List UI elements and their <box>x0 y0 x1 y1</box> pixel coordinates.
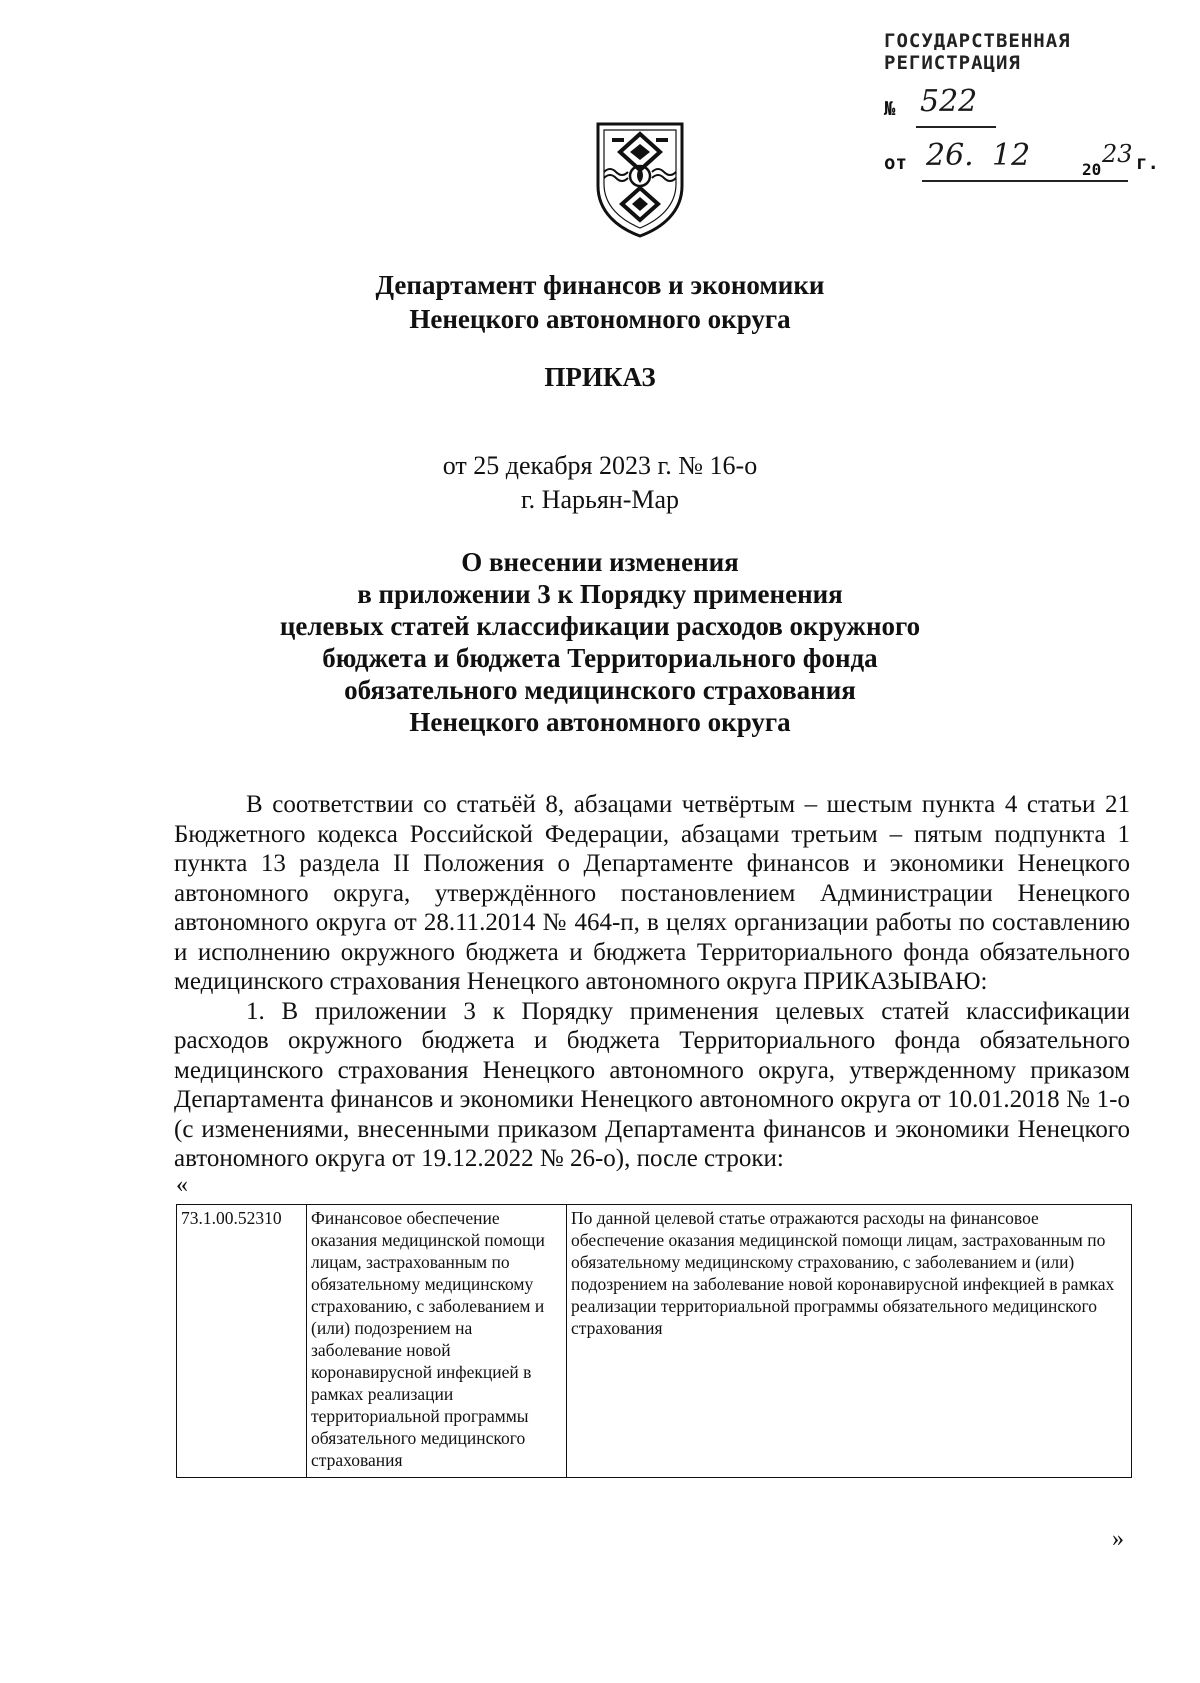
stamp-date-underline <box>922 180 1128 182</box>
subject-line-2: в приложении 3 к Порядку применения <box>357 579 843 609</box>
subject-line-5: обязательного медицинского страхования <box>344 675 856 705</box>
table-row <box>177 1205 1132 1478</box>
table-cell-name: Финансовое обеспечение оказания медицинской помощи лицам, застрахованным по обязательному медицинскому страхованию, с заболеванием и (или) подозрением на заболевание новой коронавирусной инфекцией в рамках реализации территориальной программы обязательного медицинского страхования <box>307 1205 567 1478</box>
subject-line-4: бюджета и бюджета Территориального фонда <box>322 643 878 673</box>
document-city: г. Нарьян-Мар <box>520 485 680 514</box>
subject-line-3: целевых статей классификации расходов окружного <box>279 611 921 641</box>
department-name-line2: Ненецкого автономного округа <box>409 304 791 334</box>
registration-stamp <box>884 30 1184 182</box>
stamp-date-year-suffix: 23 <box>1102 140 1133 168</box>
stamp-date-label: от <box>884 152 907 174</box>
stamp-number-value: 522 <box>920 84 978 119</box>
stamp-number-underline <box>916 126 996 128</box>
close-quote: » <box>1112 1526 1124 1552</box>
subject-line-1: О внесении изменения <box>461 547 739 577</box>
coat-of-arms-emblem <box>590 120 690 240</box>
document-date-number: от 25 декабря 2023 г. № 16-о <box>442 451 758 480</box>
body-text <box>174 790 1130 1174</box>
stamp-date-month: 12 <box>992 138 1031 173</box>
table-cell-code: 73.1.00.52310 <box>177 1205 307 1478</box>
open-quote: « <box>176 1172 188 1198</box>
subject-line-6: Ненецкого автономного округа <box>409 707 791 737</box>
stamp-date-year-prefix: 20 <box>1082 160 1102 179</box>
target-articles-table <box>176 1204 1132 1478</box>
stamp-number-label: № <box>884 98 896 120</box>
preamble-paragraph: В соответствии со статьёй 8, абзацами четвёртым – шестым пункта 4 статьи 21 Бюджетного кодекса Российской Федерации, абзацами третьим – пятым подпункта 1 пункта 13 раздела II Положения о Департаменте финансов и экономики Ненецкого автономного округа, утверждённого постановлением Администрации Ненецкого автономного округа от 28.11.2014 № 464-п, в целях организации работы по составлению и исполнению окружного бюджета и бюджета Территориального фонда обязательного медицинского страхования Ненецкого автономного округа ПРИКАЗЫВАЮ: <box>174 791 1130 995</box>
table-cell-description: По данной целевой статье отражаются расходы на финансовое обеспечение оказания медицинской помощи лицам, застрахованным по обязательному медицинскому страхованию, с заболеванием и (или) подозрением на заболевание новой коронавирусной инфекцией в рамках реализации территориальной программы обязательного медицинского страхования <box>567 1205 1132 1478</box>
stamp-date-row <box>884 138 1184 182</box>
stamp-date-day: 26. <box>926 138 974 173</box>
stamp-number-row <box>884 84 1184 128</box>
stamp-header: ГОСУДАРСТВЕННАЯ РЕГИСТРАЦИЯ <box>884 30 1071 74</box>
department-name-line1: Департамент финансов и экономики <box>375 270 825 300</box>
item-1-paragraph: 1. В приложении 3 к Порядку применения целевых статей классификации расходов окружного бюджета и бюджета Территориального фонда обязательного медицинского страхования Ненецкого автономного округа, утвержденному приказом Департамента финансов и экономики Ненецкого автономного округа от 10.01.2018 № 1-о (с изменениями, внесенными приказом Департамента финансов и экономики Ненецкого автономного округа от 19.12.2022 № 26-о), после строки: <box>174 997 1130 1172</box>
stamp-date-year-end: г. <box>1136 152 1159 174</box>
document-type-title: ПРИКАЗ <box>544 362 656 392</box>
